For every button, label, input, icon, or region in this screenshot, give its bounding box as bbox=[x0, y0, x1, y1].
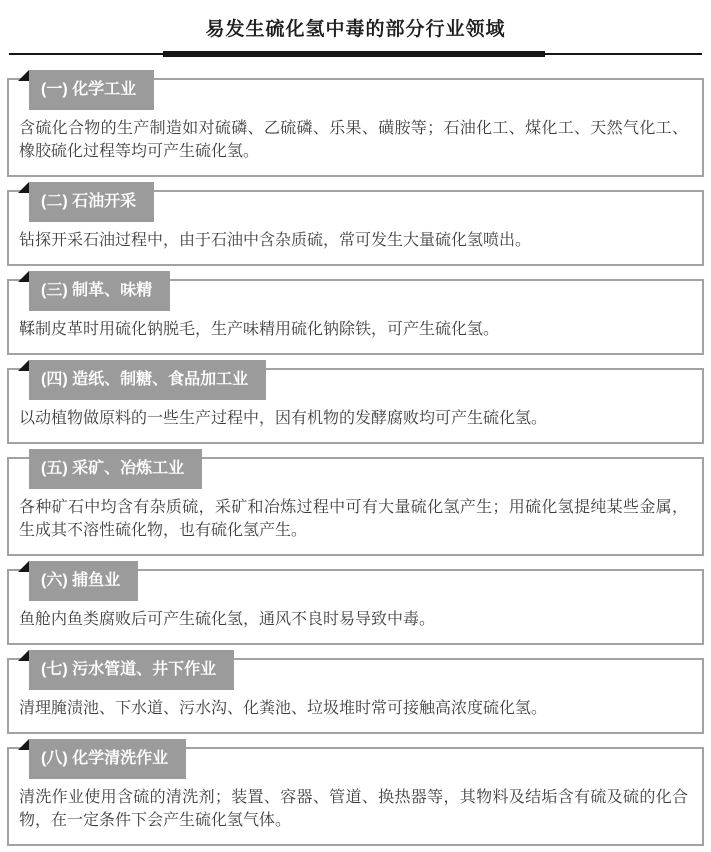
section-badge bbox=[29, 449, 202, 489]
section-label: (五) 采矿、冶炼工业 bbox=[41, 460, 185, 477]
industry-section bbox=[7, 279, 704, 355]
page-title: 易发生硫化氢中毒的部分行业领域 bbox=[205, 19, 506, 40]
industry-section bbox=[7, 190, 704, 266]
section-label: (六) 捕鱼业 bbox=[41, 572, 121, 589]
ribbon-fold-icon bbox=[18, 650, 29, 661]
section-label: (七) 污水管道、井下作业 bbox=[41, 661, 217, 678]
section-badge bbox=[29, 360, 266, 400]
industry-section bbox=[7, 78, 704, 177]
section-label: (八) 化学清洗作业 bbox=[41, 750, 169, 767]
industry-section-list bbox=[7, 78, 704, 846]
ribbon-fold-icon bbox=[18, 271, 29, 282]
section-body: 各种矿石中均含有杂质硫，采矿和冶炼过程中可有大量硫化氢产生；用硫化氢提纯某些金属，生成其不溶性硫化物，也有硫化氢产生。 bbox=[19, 499, 688, 539]
section-body: 含硫化合物的生产制造如对硫磷、乙硫磷、乐果、磺胺等；石油化工、煤化工、天然气化工、橡胶硫化过程等均可产生硫化氢。 bbox=[19, 120, 688, 160]
section-badge bbox=[29, 182, 154, 222]
section-badge bbox=[29, 271, 170, 311]
section-badge bbox=[29, 561, 138, 601]
ribbon-fold-icon bbox=[18, 70, 29, 81]
section-body: 鱼舱内鱼类腐败后可产生硫化氢，通风不良时易导致中毒。 bbox=[19, 611, 436, 628]
section-label: (三) 制革、味精 bbox=[41, 282, 153, 299]
section-label: (二) 石油开采 bbox=[41, 193, 137, 210]
document-page bbox=[0, 14, 711, 846]
section-body: 清洗作业使用含硫的清洗剂；装置、容器、管道、换热器等，其物料及结垢含有硫及硫的化合物，在一定条件下会产生硫化氢气体。 bbox=[19, 789, 688, 829]
industry-section bbox=[7, 368, 704, 444]
section-label: (一) 化学工业 bbox=[41, 81, 137, 98]
ribbon-fold-icon bbox=[18, 561, 29, 572]
section-badge bbox=[29, 739, 186, 779]
industry-section bbox=[7, 747, 704, 846]
industry-section bbox=[7, 457, 704, 556]
section-body: 清理腌渍池、下水道、污水沟、化粪池、垃圾堆时常可接触高浓度硫化氢。 bbox=[19, 700, 548, 717]
section-badge bbox=[29, 70, 154, 110]
ribbon-fold-icon bbox=[18, 360, 29, 371]
section-body: 以动植物做原料的一些生产过程中，因有机物的发酵腐败均可产生硫化氢。 bbox=[19, 410, 548, 427]
title-divider bbox=[7, 51, 704, 57]
section-body: 钻探开采石油过程中，由于石油中含杂质硫，常可发生大量硫化氢喷出。 bbox=[19, 232, 532, 249]
divider-thick-bar bbox=[163, 51, 545, 57]
section-body: 鞣制皮革时用硫化钠脱毛，生产味精用硫化钠除铁，可产生硫化氢。 bbox=[19, 321, 500, 338]
ribbon-fold-icon bbox=[18, 739, 29, 750]
section-badge bbox=[29, 650, 234, 690]
section-label: (四) 造纸、制糖、食品加工业 bbox=[41, 371, 249, 388]
ribbon-fold-icon bbox=[18, 182, 29, 193]
industry-section bbox=[7, 658, 704, 734]
industry-section bbox=[7, 569, 704, 645]
